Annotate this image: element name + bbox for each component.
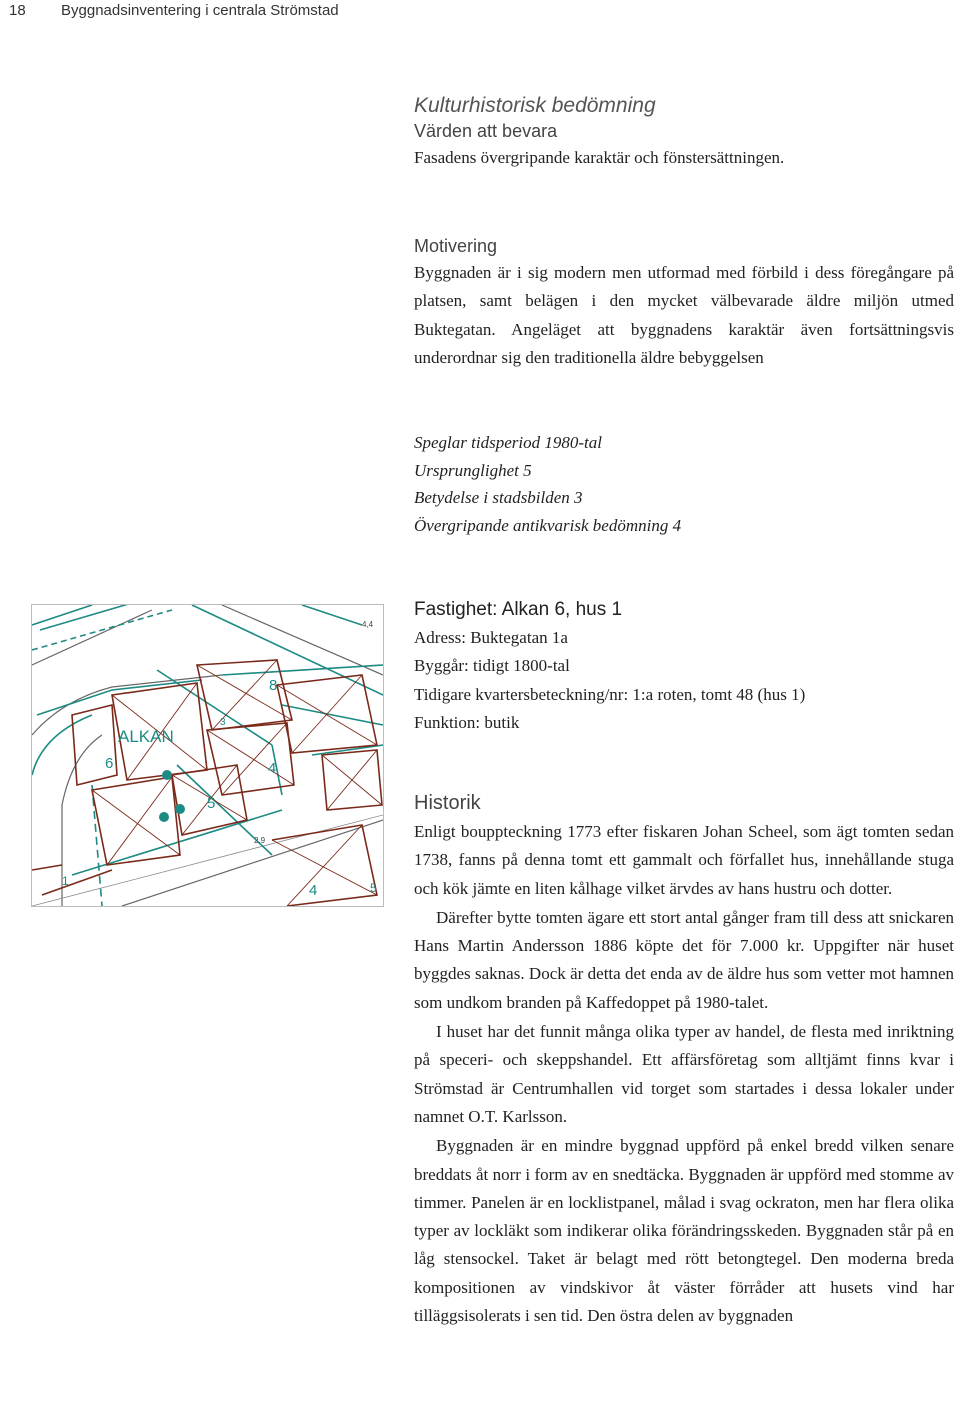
map-label-6: 6 [105,755,114,772]
property-address: Adress: Buktegatan 1a [414,628,568,647]
map-label-5b: 5 [370,881,377,895]
motivation-heading: Motivering [414,236,498,256]
assessment-heading: Kulturhistorisk bedömning [414,94,656,117]
values-label: Värden att bevara [414,121,558,141]
map-label-8: 8 [269,677,278,694]
property-map [31,604,384,907]
rating-overall: Övergripande antikvarisk bedömning 4 [414,515,682,535]
map-label-4a: 4 [268,760,277,777]
running-title: Byggnadsinventering i centrala Strömstad [61,2,339,19]
history-paragraph-1: Enligt bouppteckning 1773 efter fiskaren Johan Scheel, som ägt tomten sedan 1738, fanns på denna tomt ett gammalt och förfallet hus, innehållande stuga och kök jämte en liten kålhage vilket ärvdes av hans hustru och dotter. [414,822,954,898]
map-label-alkan: ALKAN [118,727,174,746]
ratings-section [414,429,954,539]
property-function: Funktion: butik [414,712,520,732]
map-label-29: 2,9 [254,836,266,845]
values-text: Fasadens övergripande karaktär och fönstersättningen. [414,148,785,167]
rating-period: Speglar tidsperiod 1980-tal [414,433,602,452]
history-section [414,790,954,1330]
rating-townscape: Betydelse i stadsbilden 3 [414,488,583,507]
map-label-4b: 4 [309,882,318,899]
history-paragraph-4: Byggnaden är en mindre byggnad uppförd på enkel bredd vilken senare breddats åt norr i form av en snedtäcka. Byggnaden är uppförd med stomme av timmer. Panelen är en locklistpanel, målad i svag ockraton, men har flera olika typer av lockläkt som indikerar olika förändringsskeden. Byggnaden står på en låg stensockel. Taket är belagt med rött betongtegel. Den moderna breda kompositionen av vindskivor åt väster förråder att husets vind har tilläggsisolerats i sen tid. Den östra delen av byggnaden [414,1136,954,1326]
property-year: Byggår: tidigt 1800-tal [414,656,570,676]
map-label-44: 4,4 [362,620,374,629]
page-number: 18 [9,2,26,19]
property-former-id: Tidigare kvartersbeteckning/nr: 1:a roten, tomt 48 (hus 1) [414,684,806,704]
map-label-1: 1 [62,874,69,888]
property-section [414,596,954,737]
map-label-5: 5 [207,795,216,812]
history-paragraph-2: Därefter bytte tomten ägare ett stort antal gånger fram till dess att snickaren Hans Martin Andersson 1886 köpte det för 7.000 kr. Uppgifter när huset byggdes saknas. Dock är detta det enda av de äldre hus som vetter mot hamnen som undkom branden på Kaffedoppet på 1980-talet. [414,907,954,1012]
history-paragraph-3: I huset har det funnit många olika typer av handel, de flesta med inriktning på speceri- och skeppshandel. Ett affärsföretag som alltjämt finns kvar i Strömstad är Centrumhallen vid torget som startades i dessa lokaler under namnet O.T. Karlsson. [414,1022,954,1126]
page-header [0,0,960,30]
rating-originality: Ursprunglighet 5 [414,460,532,480]
motivation-section [414,233,954,372]
motivation-text: Byggnaden är i sig modern men utformad med förbild i dess föregångare på platsen, samt belägen i den mycket välbevarade äldre miljön utmed Buktegatan. Angeläget att byggnadens karaktär även fortsättningsvis underordnar sig den traditionella äldre bebyggelsen [414,263,954,367]
map-label-3: 3 [220,717,226,728]
history-heading: Historik [414,792,481,814]
assessment-section [414,92,954,172]
property-heading: Fastighet: Alkan 6, hus 1 [414,599,623,620]
